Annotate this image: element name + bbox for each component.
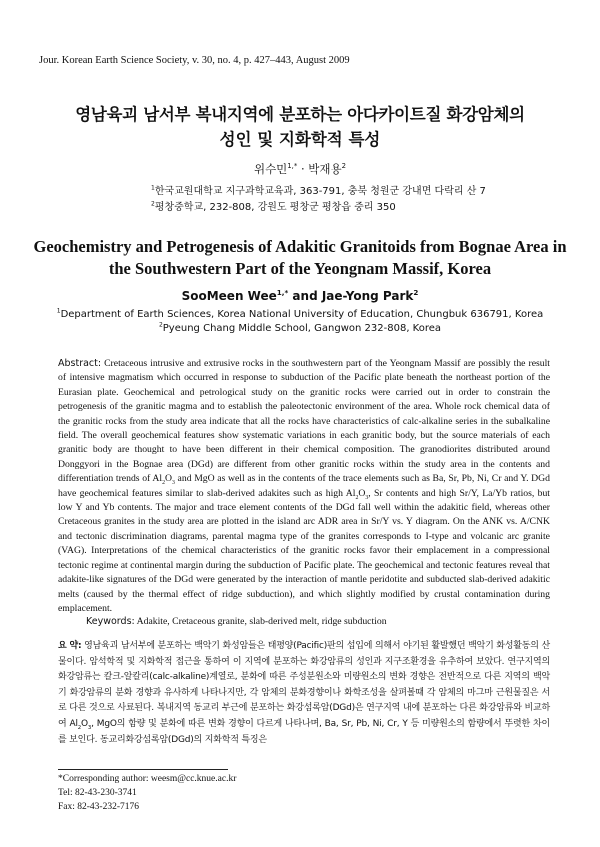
author-separator: · [297,162,309,176]
korean-author-2: 박재용 [308,162,342,176]
korean-abstract-formula: O [80,718,88,729]
english-author-1: SooMeen Wee [181,289,277,303]
english-author-2-mark: 2 [413,288,419,297]
korean-affiliation-1 [151,182,486,197]
journal-citation: Jour. Korean Earth Science Society, v. 30, no. 4, p. 427–443, August 2009 [39,55,350,66]
subscript: 3 [365,494,369,501]
affiliation-text: 한국교원대학교 지구과학교육과, 363-791, 충북 청원군 강내면 다락리 산 7 [154,186,486,197]
korean-abstract-text-2: , MgO의 함량 및 분화에 따른 변화 경향이 다르게 나타나며, Ba, Sr, Pb, Ni, Cr, Y 등 미량원소의 함량에서 뚜렷한 차이를 보인다. 동교리화강섬록암(DGd)의 지화학적 특징은 [58,718,550,745]
affiliation-number: 1 [56,307,61,315]
english-author-1-mark: 1,* [276,288,289,297]
english-title-line-2: the Southwestern Part of the Yeongnam Massif, Korea [108,259,492,278]
subscript: 2 [162,480,165,487]
english-author-2: Jae-Yong Park [321,289,414,303]
footnote-divider [58,769,228,770]
korean-title-line-1: 영남육괴 남서부 복내지역에 분포하는 아다카이트질 화강암체의 [75,105,525,124]
subscript: 2 [77,724,81,731]
affiliation-number: 1 [151,184,155,192]
korean-author-1-mark: 1,* [287,162,298,171]
abstract-text-3: , Sr contents and high Sr/Y, La/Yb ratios, but low Y and Yb contents. The major and trace element contents of the DGd fall well within the adakitic field, whereas other Cretaceous granites in the study area are plotted in the island arc ADR area in Sr/Y vs. Y diagram. On the ANK vs. A/CNK and tectonic discrimination diagrams, parental magma type of the granites corresponds to I-type and volcanic arc granite (VAG). Interpretations of the chemical characteristics of the granitic rocks favor their emplacement in a compressional tectonic regime at continental margin during the subduction of Pacific plate. The geochemical and tectonic features reveal that adakite-like signatures of the DGd were generated by the interaction of mantle peridotite and subducted slab-derived adakitic melts (caused by the thermal effect of ridge subduction), and which slightly modified by crustal contamination during emplacement. [58,487,551,614]
author-conjunction: and [288,289,322,303]
korean-abstract-label: 요 약: [58,641,82,651]
subscript: 2 [355,494,359,501]
english-affiliation-1 [0,309,600,320]
abstract-formula: O [165,473,172,485]
korean-abstract-text-1: 영남육괴 남서부에 분포하는 백악기 화성암들은 태평양(Pacific)판의 섭입에 의해서 야기된 활발했던 백악기 화성활동의 산물이다. 암석학적 및 지화학적 접근을 통하여 이 지역에 분포하는 화강암류의 성인과 지구조환경을 유추하여 보았다. 연구지역의 화강암류는 칼크-알칼리(calc-alkaline)계열로, 분화에 따른 주성분원소와 미량원소의 변화 경향은 전반적으로 다른 지역의 백악기 화강암류의 분화 경향과 유사하게 나타나지만, 각 암체의 분화경향이나 화학조성을 살펴볼때 각 암체의 마그마 근원물질은 서로 다른 것으로 사료된다. 복내지역 동교리 부근에 분포하는 화강섬록암(DGd)은 연구지역 내에 분포하는 다른 화강암류와 비교하여 Al [58,641,551,729]
fax: Fax: 82-43-232-7176 [58,802,140,812]
affiliation-text: Department of Earth Sciences, Korea National University of Education, Chungbuk 636791, Korea [60,309,544,320]
abstract-label: Abstract: [58,358,102,369]
english-title-line-1: Geochemistry and Petrogenesis of Adakitic Granitoids from Bognae Area in [33,237,567,256]
korean-affiliation-2 [151,198,396,213]
korean-title-line-2: 성인 및 지화학적 특성 [219,130,381,149]
korean-authors [0,161,600,177]
abstract-formula: O [358,487,366,499]
telephone: Tel: 82-43-230-3741 [58,788,137,798]
subscript: 3 [87,724,92,731]
keywords-text: Adakite, Cretaceous granite, slab-derived melt, ridge subduction [134,616,387,627]
korean-author-1: 위수민 [253,162,288,176]
corresponding-author: *Corresponding author: weesm@cc.knue.ac.kr [58,774,237,784]
abstract-text-2: and MgO as well as in the contents of the trace elements such as Ba, Sr, Pb, Ni, Cr and Y. DGd have geochemical features similar to slab-derived adakites such as high Al [58,473,550,499]
subscript: 3 [172,480,175,487]
affiliation-text: Pyeung Chang Middle School, Gangwon 232-808, Korea [162,323,442,334]
korean-author-2-mark: 2 [341,162,347,171]
english-affiliation-2 [0,323,600,334]
keywords-label: Keywords: [86,616,135,627]
english-authors [0,289,600,303]
abstract-text-1: Cretaceous intrusive and extrusive rocks in the southwestern part of the Yeongnam Massif are possibly the result of intensive magmatism which occurred in response to subduction of the Pacific plate beneath the northeast portion of the Eurasian plate. Geochemical and petrological study on the granitic rocks were carried out in order to constrain the petrogenesis of the granitic magma and to establish the paleotectonic environment of the area. Whole rock chemical data of the granitic rocks from the study area indicate that all the rocks have characteristics of calc-alkaline series in the subalkaline field. The overall geochemical features show systematic variations in each granitic body, but the source materials of each granitic body are thought to have been different in their chemical composition. The granodiorites distributed around Donggyori in the Bognae area (DGd) are different from other granitic rocks within the study area in the contents and differentiation trends of Al [58,358,550,485]
abstract [58,357,550,616]
affiliation-number: 2 [151,200,155,208]
affiliation-text: 평창중학교, 232-808, 강원도 평창군 평창읍 중리 350 [154,202,396,213]
korean-abstract [58,639,550,748]
affiliation-number: 2 [158,321,163,329]
keywords [86,616,387,627]
